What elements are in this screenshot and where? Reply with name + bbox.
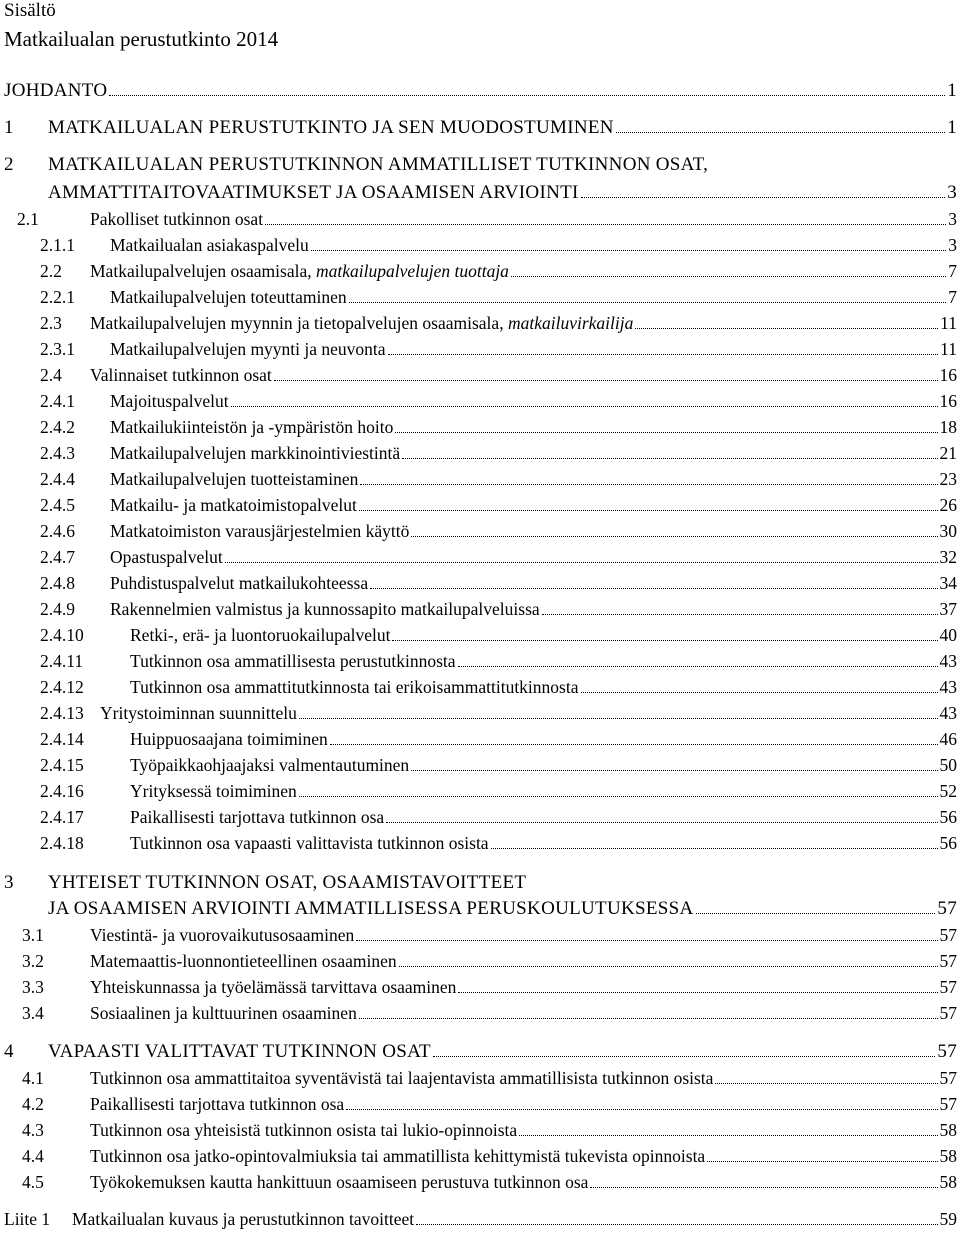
toc-entry-number: 4.4: [22, 1146, 44, 1166]
dot-leader: [346, 1109, 937, 1110]
toc-entry-number: 4.1: [22, 1068, 44, 1088]
toc-entry-page-number: 26: [939, 495, 957, 515]
toc-entry-title: Sosiaalinen ja kulttuurinen osaaminen: [90, 1003, 357, 1023]
dot-leader: [370, 588, 937, 589]
toc-entry-page-number: 23: [939, 469, 957, 489]
toc-entry-number: 2.4.14: [40, 729, 84, 749]
toc-entry[interactable]: [40, 415, 957, 439]
toc-entry-page-number: 57: [939, 951, 957, 971]
toc-entry-title: MATKAILUALAN PERUSTUTKINTO JA SEN MUODOSTUMINEN: [48, 117, 614, 138]
toc-entry-page-number: 59: [939, 1209, 957, 1229]
toc-entry-title: Paikallisesti tarjottava tutkinnon osa: [130, 807, 385, 827]
toc-entry[interactable]: [4, 1040, 957, 1064]
toc-entry[interactable]: [40, 571, 957, 595]
toc-entry-page-number: 56: [939, 833, 957, 853]
toc-entry[interactable]: [40, 363, 957, 387]
toc-entry-number: 2: [4, 154, 14, 175]
toc-entry-number: 3.3: [22, 977, 44, 997]
toc-entry-number: 2.4.4: [40, 469, 75, 489]
dot-leader: [359, 510, 938, 511]
toc-entry-title: Matkailupalvelujen toteuttaminen: [110, 287, 347, 307]
toc-entry[interactable]: [22, 1144, 957, 1168]
toc-entry-page-number: 30: [939, 521, 957, 541]
toc-entry-title: Retki-, erä- ja luontoruokailupalvelut: [130, 625, 391, 645]
toc-entry-page-number: 57: [939, 925, 957, 945]
toc-entry-number: 2.4.17: [40, 807, 84, 827]
toc-entry-page-number: 46: [939, 729, 957, 749]
toc-entry-number: 2.4.10: [40, 625, 84, 645]
toc-entry-page-number: 58: [939, 1146, 957, 1166]
toc-entry[interactable]: [40, 467, 957, 491]
toc-entry-page-number: 52: [939, 781, 957, 801]
toc-entry-page-number: 3: [948, 209, 957, 229]
toc-entry-number: 2.4.6: [40, 521, 75, 541]
toc-entry[interactable]: [40, 727, 957, 751]
toc-entry-number: 2.4.12: [40, 677, 84, 697]
toc-entry-number: 3.4: [22, 1003, 44, 1023]
dot-leader: [707, 1161, 937, 1162]
toc-entry-page-number: 43: [939, 677, 957, 697]
toc-entry-title: Tutkinnon osa yhteisistä tutkinnon osista tai lukio-opinnoista: [90, 1120, 518, 1140]
toc-entry-title: VAPAASTI VALITTAVAT TUTKINNON OSAT: [48, 1041, 431, 1062]
dot-leader: [392, 640, 937, 641]
toc-entry-title: Matkailupalvelujen myynnin ja tietopalvelujen osaamisala,: [90, 313, 504, 333]
toc-entry[interactable]: [4, 79, 957, 103]
toc-entry-title: Yrityksessä toimiminen: [130, 781, 297, 801]
toc-entry-title-italic: matkailuvirkailija: [507, 313, 634, 333]
toc-entry-page-number: 16: [939, 365, 957, 385]
dot-leader: [458, 666, 938, 667]
toc-heading: Sisältö: [4, 0, 56, 21]
toc-entry-title: Tutkinnon osa jatko-opintovalmiuksia tai ammatillista kehittymistä tukevista opinnoista: [90, 1146, 706, 1166]
toc-entry-page-number: 37: [939, 599, 957, 619]
toc-entry-title: Puhdistuspalvelut matkailukohteessa: [110, 573, 369, 593]
toc-entry-page-number: 43: [939, 651, 957, 671]
toc-entry-page-number: 34: [939, 573, 957, 593]
toc-entry-number: 2.4.2: [40, 417, 75, 437]
toc-entry-title: Valinnaiset tutkinnon osat: [90, 365, 272, 385]
toc-entry-page-number: 18: [939, 417, 957, 437]
toc-entry-page-number: 11: [940, 339, 957, 359]
toc-entry-title: Majoituspalvelut: [110, 391, 229, 411]
toc-entry[interactable]: [40, 259, 957, 283]
dot-leader: [299, 718, 938, 719]
toc-entry-number: 2.4.18: [40, 833, 84, 853]
toc-entry-title: Matkailu- ja matkatoimistopalvelut: [110, 495, 357, 515]
toc-entry-title: Matkailupalvelujen myynti ja neuvonta: [110, 339, 386, 359]
toc-entry[interactable]: [40, 519, 957, 543]
toc-entry-page-number: 58: [939, 1120, 957, 1140]
dot-leader: [590, 1187, 937, 1188]
toc-entry-title: JA OSAAMISEN ARVIOINTI AMMATILLISESSA PERUSKOULUTUKSESSA: [48, 898, 694, 919]
toc-entry-title: Pakolliset tutkinnon osat: [90, 209, 264, 229]
toc-entry-number: 4: [4, 1041, 14, 1062]
dot-leader: [542, 614, 938, 615]
toc-entry-page-number: 58: [939, 1172, 957, 1192]
dot-leader: [581, 692, 938, 693]
toc-entry-page-number: 56: [939, 807, 957, 827]
dot-leader: [411, 770, 937, 771]
toc-entry[interactable]: [4, 116, 957, 140]
toc-entry-number: 3.1: [22, 925, 44, 945]
dot-leader: [491, 848, 938, 849]
dot-leader: [511, 276, 946, 277]
toc-entry-title: Työkokemuksen kautta hankittuun osaamiseen perustuva tutkinnon osa: [90, 1172, 589, 1192]
toc-entry-number: 2.2: [40, 261, 62, 281]
toc-entry[interactable]: [4, 1207, 957, 1231]
dot-leader: [519, 1135, 937, 1136]
dot-leader: [581, 197, 946, 198]
dot-leader: [360, 484, 937, 485]
toc-entry-number: 2.4: [40, 365, 62, 385]
dot-leader: [635, 328, 938, 329]
toc-entry[interactable]: [40, 597, 957, 621]
dot-leader: [433, 1056, 935, 1057]
toc-entry[interactable]: [40, 545, 957, 569]
toc-entry-page-number: 16: [939, 391, 957, 411]
toc-entry[interactable]: [22, 1066, 957, 1090]
toc-entry-page-number: 3: [948, 235, 957, 255]
toc-entry[interactable]: [48, 181, 957, 205]
dot-leader: [388, 354, 939, 355]
dot-leader: [696, 913, 936, 914]
toc-entry-title: Matkailualan kuvaus ja perustutkinnon tavoitteet: [72, 1209, 415, 1229]
dot-leader: [349, 302, 947, 303]
toc-entry-title: Huippuosaajana toimiminen: [130, 729, 328, 749]
dot-leader: [311, 250, 947, 251]
toc-entry-page-number: 11: [940, 313, 957, 333]
toc-entry[interactable]: [40, 233, 957, 257]
toc-entry[interactable]: [22, 1118, 957, 1142]
dot-leader: [715, 1083, 937, 1084]
toc-entry-number: 2.1.1: [40, 235, 75, 255]
toc-entry-title: JOHDANTO: [4, 80, 108, 101]
toc-entry[interactable]: [40, 753, 957, 777]
toc-entry-number: 2.4.3: [40, 443, 75, 463]
toc-entry[interactable]: [40, 675, 957, 699]
toc-entry[interactable]: [40, 701, 957, 725]
toc-entry-number: 3: [4, 872, 14, 893]
toc-entry-number: 2.3.1: [40, 339, 75, 359]
toc-entry[interactable]: [40, 285, 957, 309]
toc-entry-page-number: 40: [939, 625, 957, 645]
toc-entry[interactable]: [40, 831, 957, 855]
toc-entry-title: Yritystoiminnan suunnittelu: [100, 703, 297, 723]
dot-leader: [225, 562, 938, 563]
toc-entry-title-italic: matkailupalvelujen tuottaja: [315, 261, 509, 281]
toc-entry-number: 4.2: [22, 1094, 44, 1114]
toc-entry[interactable]: [22, 1092, 957, 1116]
dot-leader: [386, 822, 937, 823]
dot-leader: [359, 1018, 938, 1019]
toc-entry-title-line1: YHTEISET TUTKINNON OSAT, OSAAMISTAVOITTEET: [48, 872, 527, 893]
toc-entry-title: Tutkinnon osa ammattitutkinnosta tai erikoisammattitutkinnosta: [130, 677, 579, 697]
toc-entry-page-number: 57: [937, 898, 957, 919]
toc-entry-number: Liite 1: [4, 1209, 51, 1229]
toc-entry-page-number: 32: [939, 547, 957, 567]
toc-entry-title: Tutkinnon osa vapaasti valittavista tutkinnon osista: [130, 833, 489, 853]
toc-entry-page-number: 57: [939, 1068, 957, 1088]
dot-leader: [330, 744, 938, 745]
toc-entry-title-line1: MATKAILUALAN PERUSTUTKINNON AMMATILLISET TUTKINNON OSAT,: [48, 154, 709, 175]
toc-entry-page-number: 7: [948, 261, 957, 281]
toc-entry[interactable]: [40, 311, 957, 335]
toc-entry[interactable]: [40, 493, 957, 517]
toc-entry-number: 4.3: [22, 1120, 44, 1140]
toc-entry[interactable]: [40, 623, 957, 647]
toc-entry-number: 2.4.16: [40, 781, 84, 801]
dot-leader: [274, 380, 938, 381]
toc-entry-title: Matkailupalvelujen osaamisala,: [90, 261, 312, 281]
dot-leader: [395, 432, 937, 433]
dot-leader: [416, 1224, 937, 1225]
toc-entry-number: 4.5: [22, 1172, 44, 1192]
toc-entry-number: 3.2: [22, 951, 44, 971]
toc-entry-title: Opastuspalvelut: [110, 547, 223, 567]
toc-entry[interactable]: [48, 897, 957, 921]
toc-entry-title: Tutkinnon osa ammattitaitoa syventävistä tai laajentavista ammatillisista tutkinnon osista: [90, 1068, 714, 1088]
toc-entry-title: Matkailupalvelujen markkinointiviestintä: [110, 443, 401, 463]
toc-entry-page-number: 1: [947, 117, 957, 138]
toc-entry-title: Matemaattis-luonnontieteellinen osaaminen: [90, 951, 397, 971]
dot-leader: [231, 406, 938, 407]
dot-leader: [402, 458, 937, 459]
dot-leader: [109, 95, 945, 96]
toc-entry-page-number: 21: [939, 443, 957, 463]
toc-entry-title: Paikallisesti tarjottava tutkinnon osa: [90, 1094, 345, 1114]
toc-entry-number: 2.4.7: [40, 547, 75, 567]
toc-entry[interactable]: [40, 441, 957, 465]
toc-entry-number: 2.4.11: [40, 651, 84, 671]
dot-leader: [411, 536, 937, 537]
toc-entry-page-number: 57: [939, 1094, 957, 1114]
toc-entry[interactable]: [40, 337, 957, 361]
toc-entry-title: AMMATTITAITOVAATIMUKSET JA OSAAMISEN ARVIOINTI: [48, 182, 579, 203]
toc-entry-number: 2.1: [17, 209, 39, 229]
toc-entry-title: Matkailukiinteistön ja -ympäristön hoito: [110, 417, 394, 437]
dot-leader: [299, 796, 938, 797]
dot-leader: [458, 992, 937, 993]
toc-entry-page-number: 1: [947, 80, 957, 101]
toc-entry-page-number: 57: [937, 1041, 957, 1062]
toc-entry-page-number: 3: [947, 182, 957, 203]
toc-entry-title: Tutkinnon osa ammatillisesta perustutkinnosta: [130, 651, 456, 671]
toc-entry-title: Yhteiskunnassa ja työelämässä tarvittava osaaminen: [90, 977, 457, 997]
toc-entry[interactable]: [22, 949, 957, 973]
toc-entry-number: 2.2.1: [40, 287, 75, 307]
toc-entry-title: Matkailupalvelujen tuotteistaminen: [110, 469, 359, 489]
toc-entry-title: Rakennelmien valmistus ja kunnossapito matkailupalveluissa: [110, 599, 540, 619]
toc-entry[interactable]: [40, 649, 957, 673]
toc-entry-number: 2.4.5: [40, 495, 75, 515]
toc-entry[interactable]: [40, 805, 957, 829]
toc-entry-number: 2.3: [40, 313, 62, 333]
toc-entry-number: 1: [4, 117, 14, 138]
toc-entry-title: Matkailualan asiakaspalvelu: [110, 235, 309, 255]
toc-entry-number: 2.4.8: [40, 573, 75, 593]
toc-entry-title: Viestintä- ja vuorovaikutusosaaminen: [90, 925, 355, 945]
toc-entry-page-number: 57: [939, 1003, 957, 1023]
toc-entry-title: Työpaikkaohjaajaksi valmentautuminen: [130, 755, 410, 775]
toc-entry[interactable]: [40, 389, 957, 413]
dot-leader: [265, 224, 946, 225]
toc-entry[interactable]: [22, 975, 957, 999]
toc-entry[interactable]: [22, 1001, 957, 1025]
toc-entry-number: 2.4.15: [40, 755, 84, 775]
toc-entry-page-number: 57: [939, 977, 957, 997]
toc-entry-title: Matkatoimiston varausjärjestelmien käyttö: [110, 521, 410, 541]
toc-entry-page-number: 7: [948, 287, 957, 307]
toc-entry-page-number: 50: [939, 755, 957, 775]
toc-entry[interactable]: [22, 923, 957, 947]
toc-entry[interactable]: [22, 1170, 957, 1194]
dot-leader: [399, 966, 938, 967]
toc-entry[interactable]: [17, 207, 957, 231]
dot-leader: [356, 940, 937, 941]
toc-entry[interactable]: [40, 779, 957, 803]
toc-entry-number: 2.4.13: [40, 703, 84, 723]
toc-entry-page-number: 43: [939, 703, 957, 723]
toc-entry-number: 2.4.9: [40, 599, 75, 619]
toc-entry-number: 2.4.1: [40, 391, 75, 411]
dot-leader: [616, 132, 945, 133]
document-title: Matkailualan perustutkinto 2014: [4, 27, 279, 51]
